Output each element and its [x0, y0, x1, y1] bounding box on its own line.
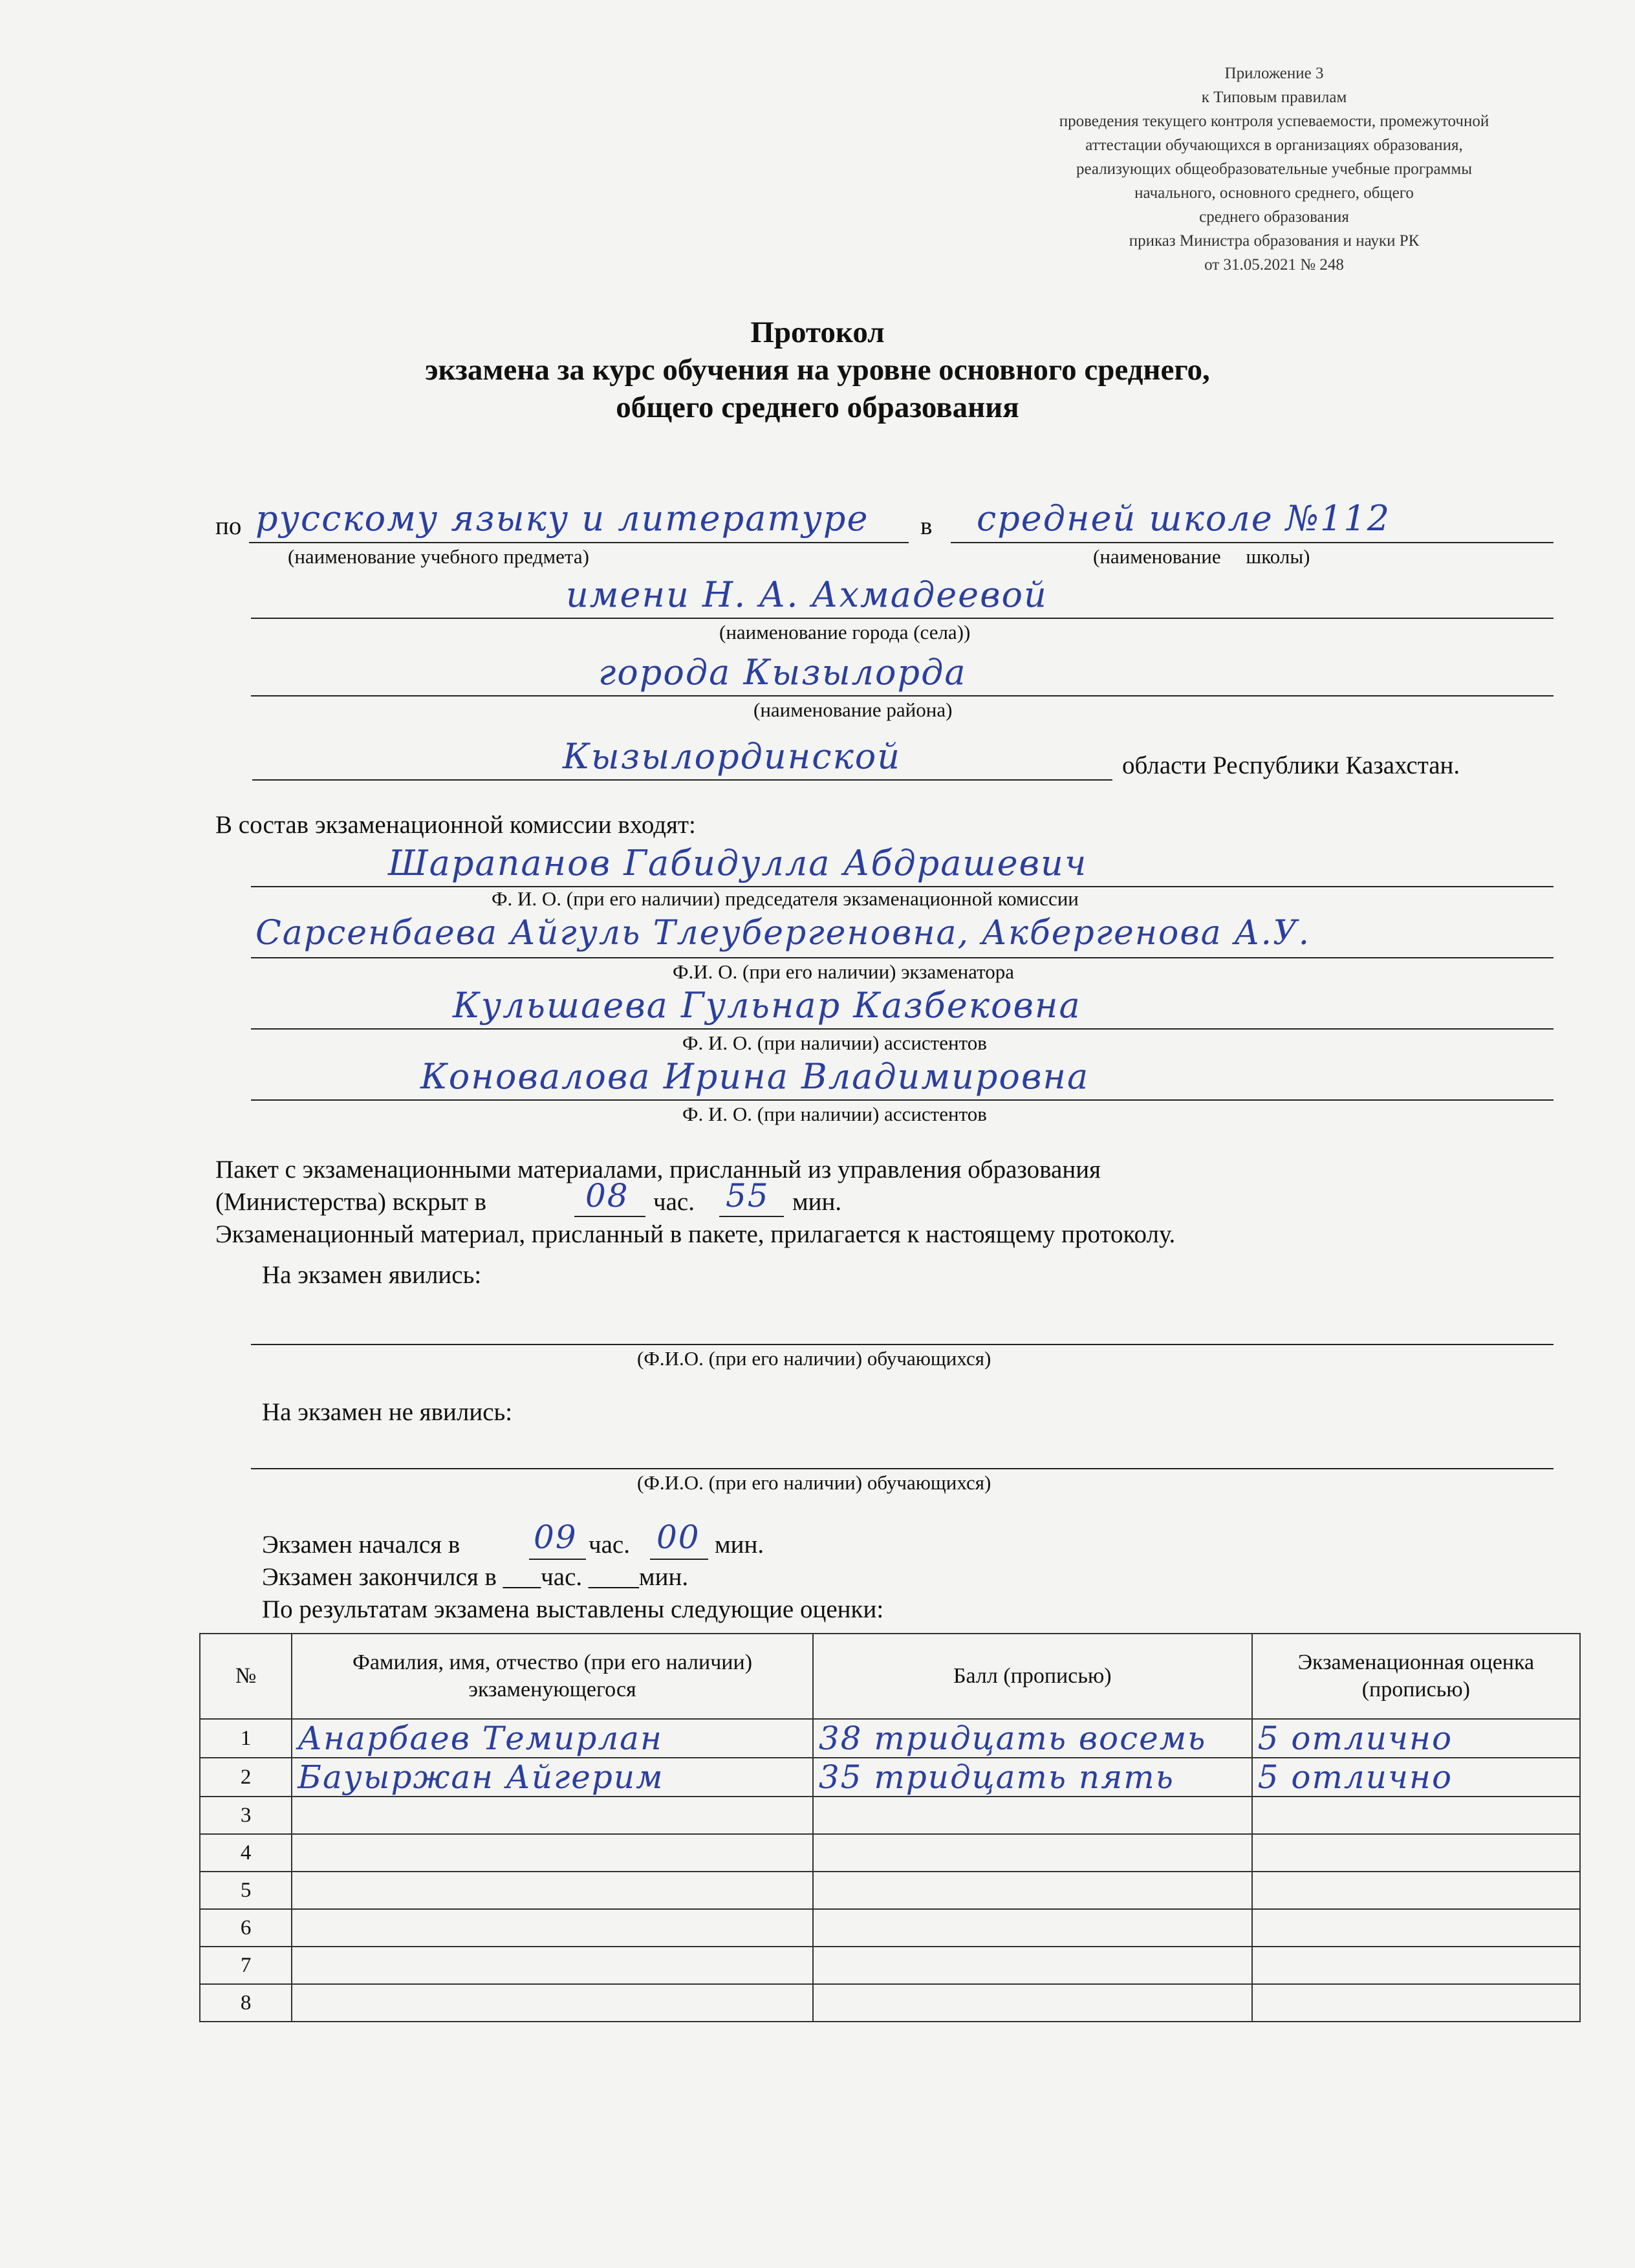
- row-name: [292, 1984, 813, 2022]
- document-title: [0, 314, 1635, 426]
- row-number: 4: [200, 1834, 292, 1872]
- package-minute: 55: [726, 1177, 770, 1215]
- student-grade: 5 отлично: [1257, 1758, 1453, 1796]
- examiner-value: Сарсенбаева Айгуль Тлеубергеновна, Акбергенова А.У.: [255, 914, 1311, 953]
- school-underline: [951, 542, 1554, 543]
- assistant1-underline: [251, 1028, 1554, 1030]
- header-number: №: [200, 1634, 292, 1719]
- student-score: 35 тридцать пять: [818, 1758, 1175, 1796]
- table-row: [200, 1719, 1580, 1758]
- appendix-line: реализующих общеобразовательные учебные программы: [1076, 160, 1472, 178]
- row-grade: [1252, 1797, 1580, 1834]
- header-score: Балл (прописью): [813, 1634, 1252, 1719]
- table-row: [200, 1834, 1580, 1872]
- absent-caption: (Ф.И.О. (при его наличии) обучающихся): [637, 1471, 991, 1494]
- district-caption: (наименование района): [753, 698, 953, 721]
- row-name: [292, 1834, 813, 1872]
- present-label: На экзамен явились:: [262, 1261, 482, 1289]
- appendix-line: начального, основного среднего, общего: [1134, 184, 1414, 202]
- package-line-3: Экзаменационный материал, присланный в пакете, прилагается к настоящему протоколу.: [215, 1220, 1176, 1248]
- assistant2-underline: [251, 1099, 1554, 1101]
- appendix-line: Приложение 3: [1224, 65, 1324, 82]
- chair-caption: Ф. И. О. (при его наличии) председателя экзаменационной комиссии: [492, 887, 1079, 910]
- row-grade: [1252, 1872, 1580, 1909]
- table-row: [200, 1758, 1580, 1797]
- start-hour-label: час.: [589, 1531, 630, 1559]
- absent-label: На экзамен не явились:: [262, 1398, 513, 1426]
- subject-prefix: по: [215, 512, 242, 540]
- start-hour: 09: [534, 1518, 578, 1556]
- exam-end: Экзамен закончился в ___час. ____мин.: [262, 1563, 689, 1591]
- school-caption: (наименование школы): [1093, 545, 1310, 568]
- table-row: [200, 1984, 1580, 2022]
- start-minute-label: мин.: [715, 1531, 764, 1559]
- row-score: [813, 1719, 1252, 1758]
- appendix-line: среднего образования: [1199, 208, 1349, 226]
- region-value: Кызылординской: [563, 736, 902, 777]
- results-intro: По результатам экзамена выставлены следующие оценки:: [262, 1595, 884, 1623]
- row-number: 6: [200, 1909, 292, 1947]
- row-grade: [1252, 1758, 1580, 1797]
- appendix-header: [957, 61, 1591, 277]
- assistant1-value: Кульшаева Гульнар Казбековна: [453, 985, 1081, 1026]
- header-name: Фамилия, имя, отчество (при его наличии) экзаменующегося: [292, 1634, 813, 1719]
- subject-value: русскому языку и литературе: [255, 498, 869, 539]
- present-underline: [251, 1344, 1554, 1345]
- row-score: [813, 1947, 1252, 1984]
- title-line-1: Протокол: [750, 316, 885, 349]
- table-row: [200, 1909, 1580, 1947]
- row-grade: [1252, 1947, 1580, 1984]
- examiner-underline: [251, 957, 1554, 958]
- package-hour-label: час.: [653, 1188, 695, 1216]
- appendix-line: проведения текущего контроля успеваемости, промежуточной: [1059, 113, 1489, 130]
- start-minute: 00: [656, 1518, 700, 1556]
- assistant1-caption: Ф. И. О. (при наличии) ассистентов: [682, 1031, 987, 1054]
- row-name: [292, 1909, 813, 1947]
- row-grade: [1252, 1834, 1580, 1872]
- start-minute-underline: [650, 1559, 708, 1560]
- row-name: [292, 1872, 813, 1909]
- row-score: [813, 1758, 1252, 1797]
- table-row: [200, 1947, 1580, 1984]
- row-number: 3: [200, 1797, 292, 1834]
- appendix-line: аттестации обучающихся в организациях образования,: [1085, 136, 1463, 154]
- commission-intro: В состав экзаменационной комиссии входят:: [215, 811, 696, 839]
- region-suffix: области Республики Казахстан.: [1122, 751, 1460, 779]
- row-score: [813, 1872, 1252, 1909]
- absent-underline: [251, 1468, 1554, 1469]
- chair-value: Шарапанов Габидулла Абдрашевич: [388, 843, 1088, 883]
- subject-caption: (наименование учебного предмета): [288, 545, 589, 568]
- package-minute-label: мин.: [792, 1188, 842, 1216]
- row-score: [813, 1909, 1252, 1947]
- package-minute-underline: [719, 1216, 784, 1217]
- student-score: 38 тридцать восемь: [818, 1720, 1207, 1757]
- city-underline: [251, 618, 1554, 619]
- header-grade: Экзаменационная оценка (прописью): [1252, 1634, 1580, 1719]
- table-header-row: [200, 1634, 1580, 1719]
- appendix-line: к Типовым правилам: [1201, 89, 1347, 106]
- appendix-line: от 31.05.2021 № 248: [1204, 256, 1344, 274]
- row-number: 5: [200, 1872, 292, 1909]
- exam-start-prefix: Экзамен начался в: [262, 1531, 460, 1559]
- title-line-2: экзамена за курс обучения на уровне основного среднего,: [425, 353, 1210, 387]
- assistant2-value: Коновалова Ирина Владимировна: [420, 1056, 1090, 1097]
- start-hour-underline: [529, 1559, 586, 1560]
- title-line-3: общего среднего образования: [616, 391, 1019, 424]
- package-line-2-prefix: (Министерства) вскрыт в: [215, 1188, 487, 1216]
- region-underline: [252, 779, 1112, 781]
- student-name: Анарбаев Темирлан: [298, 1720, 663, 1757]
- table-row: [200, 1797, 1580, 1834]
- city-value: имени Н. А. Ахмадеевой: [566, 574, 1048, 615]
- examiner-caption: Ф.И. О. (при его наличии) экзаменатора: [673, 960, 1015, 983]
- student-name: Бауыржан Айгерим: [298, 1758, 664, 1796]
- district-value: города Кызылорда: [598, 652, 967, 693]
- student-grade: 5 отлично: [1257, 1720, 1453, 1757]
- package-hour-underline: [574, 1216, 645, 1217]
- row-number: 7: [200, 1947, 292, 1984]
- subject-underline: [249, 542, 909, 543]
- row-score: [813, 1834, 1252, 1872]
- row-grade: [1252, 1984, 1580, 2022]
- grades-table: [199, 1633, 1581, 2022]
- assistant2-caption: Ф. И. О. (при наличии) ассистентов: [682, 1103, 987, 1125]
- row-grade: [1252, 1719, 1580, 1758]
- city-caption: (наименование города (села)): [719, 621, 971, 643]
- row-score: [813, 1984, 1252, 2022]
- appendix-line: приказ Министра образования и науки РК: [1129, 232, 1420, 250]
- row-number: 1: [200, 1719, 292, 1758]
- row-name: [292, 1797, 813, 1834]
- row-number: 8: [200, 1984, 292, 2022]
- row-grade: [1252, 1909, 1580, 1947]
- in-word: в: [920, 512, 933, 540]
- row-name: [292, 1719, 813, 1758]
- row-score: [813, 1797, 1252, 1834]
- district-underline: [251, 695, 1554, 697]
- school-value: средней школе №112: [977, 498, 1391, 539]
- row-name: [292, 1758, 813, 1797]
- package-line-1: Пакет с экзаменационными материалами, присланный из управления образования: [215, 1156, 1101, 1183]
- row-name: [292, 1947, 813, 1984]
- table-row: [200, 1872, 1580, 1909]
- package-hour: 08: [585, 1177, 629, 1215]
- present-caption: (Ф.И.О. (при его наличии) обучающихся): [637, 1347, 991, 1370]
- row-number: 2: [200, 1758, 292, 1797]
